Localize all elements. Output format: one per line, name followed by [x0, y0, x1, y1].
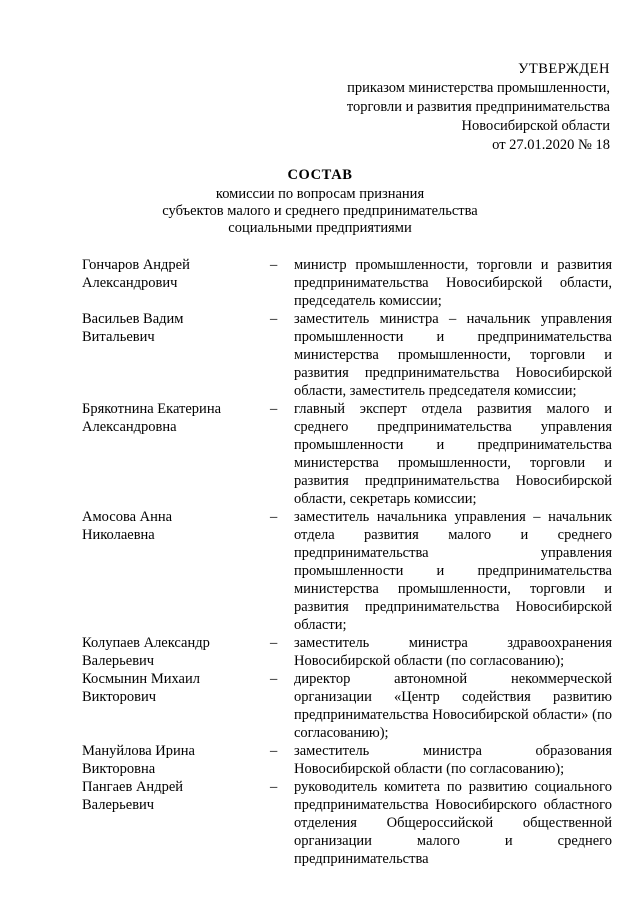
member-role: главный эксперт отдела развития малого и среднего предпринимательства управления промышленности и предпринимательства министерства промышленности, торговли и развития предпринимательства Новосибирской области, секретарь комиссии; [294, 401, 612, 507]
member-surname-name: Амосова Анна [82, 509, 173, 525]
approval-line: Новосибирской области [461, 118, 610, 134]
member-name [82, 670, 262, 706]
dash-separator: – [270, 509, 278, 525]
member-surname-name: Васильев Вадим [82, 311, 184, 327]
member-patronymic: Викторовна [82, 761, 156, 777]
dash-separator: – [270, 311, 278, 327]
member-surname-name: Гончаров Андрей [82, 257, 190, 273]
member-role: руководитель комитета по развитию социального предпринимательства Новосибирского областного отделения Общероссийской общественной организации малого и среднего предпринимательства [294, 779, 612, 867]
heading-line: субъектов малого и среднего предпринимательства [162, 203, 478, 219]
member-role: заместитель министра – начальник управления промышленности и предпринимательства министерства промышленности, торговли и развития предпринимательства Новосибирской области, заместитель председателя комиссии; [294, 311, 612, 399]
member-row [82, 310, 612, 400]
member-name [82, 778, 262, 814]
member-name [82, 256, 262, 292]
member-surname-name: Пангаев Андрей [82, 779, 184, 795]
approval-title: УТВЕРЖДЕН [518, 61, 610, 77]
dash-separator: – [270, 635, 278, 651]
heading-line: социальными предприятиями [228, 220, 412, 236]
member-row [82, 634, 612, 670]
heading-line: комиссии по вопросам признания [215, 186, 425, 202]
dash-separator: – [270, 743, 278, 759]
dash-separator: – [270, 671, 278, 687]
member-surname-name: Колупаев Александр [82, 635, 210, 651]
member-patronymic: Александровна [82, 419, 177, 435]
member-row [82, 256, 612, 310]
approval-line: торговли и развития предпринимательства [346, 99, 610, 115]
member-surname-name: Брякотнина Екатерина [82, 401, 222, 417]
member-row [82, 508, 612, 634]
member-row [82, 778, 612, 868]
member-patronymic: Викторович [82, 689, 157, 705]
document-title: СОСТАВ [287, 167, 353, 183]
member-patronymic: Валерьевич [82, 797, 155, 813]
member-patronymic: Витальевич [82, 329, 155, 345]
members-list [82, 256, 612, 868]
member-surname-name: Мануйлова Ирина [82, 743, 195, 759]
member-patronymic: Николаевна [82, 527, 155, 543]
approval-date-line: от 27.01.2020 № 18 [492, 137, 610, 153]
member-row [82, 400, 612, 508]
member-name [82, 742, 262, 778]
member-role: заместитель начальника управления – начальник отдела развития малого и среднего предпринимательства управления промышленности и предпринимательства министерства промышленности, торговли и развития предпринимательства Новосибирской области; [294, 509, 612, 633]
document-heading [0, 167, 640, 237]
approval-block [347, 60, 610, 155]
member-row [82, 742, 612, 778]
member-patronymic: Александрович [82, 275, 178, 291]
member-patronymic: Валерьевич [82, 653, 155, 669]
member-role: директор автономной некоммерческой организации «Центр содействия развитию предпринимательства Новосибирской области» (по согласованию); [294, 671, 612, 741]
approval-line: приказом министерства промышленности, [347, 80, 610, 96]
member-row [82, 670, 612, 742]
member-role: заместитель министра здравоохранения Новосибирской области (по согласованию); [294, 635, 612, 669]
member-role: заместитель министра образования Новосибирской области (по согласованию); [294, 743, 612, 777]
dash-separator: – [270, 257, 278, 273]
member-surname-name: Космынин Михаил [82, 671, 200, 687]
member-name [82, 508, 262, 544]
member-role: министр промышленности, торговли и развития предпринимательства Новосибирской области, председатель комиссии; [294, 257, 612, 309]
dash-separator: – [270, 779, 278, 795]
member-name [82, 634, 262, 670]
member-name [82, 400, 262, 436]
member-name [82, 310, 262, 346]
dash-separator: – [270, 401, 278, 417]
